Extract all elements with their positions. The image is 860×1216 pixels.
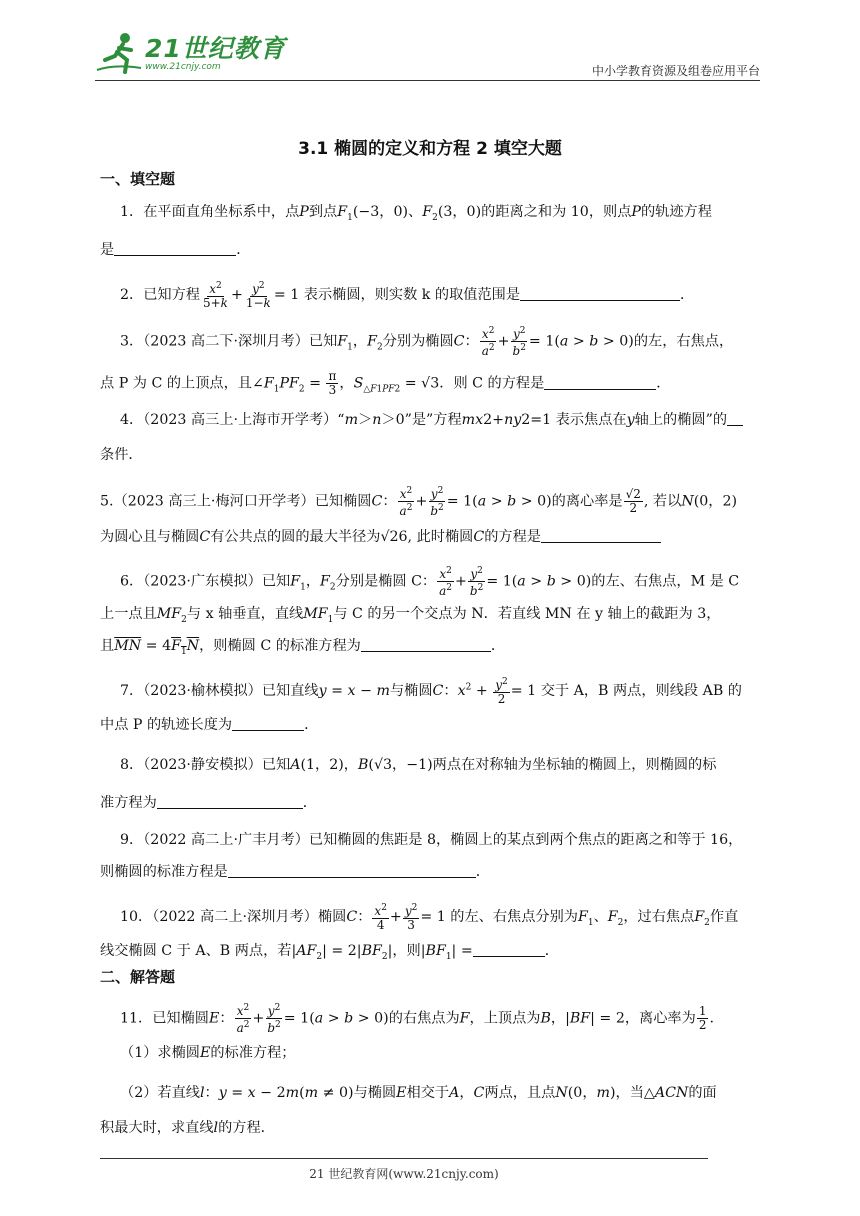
question-11-part1: （1）求椭圆E的标准方程； xyxy=(120,1045,296,1061)
answer-blank[interactable] xyxy=(544,375,656,390)
question-1: 1．在平面直角坐标系中，点P到点$F_1(-3$，0)、$F_2(3$，0)的距离之和为 10，则点P的轨迹方程 xyxy=(120,204,712,223)
header-divider xyxy=(95,80,760,81)
question-3: 3．（2023 高二下·深圳月考）已知$F_1$，$F_2$分别为椭圆C： $\frac{x^2}{a^2}$ + $\frac{y^2}{b^2}$ = 1(a > b > 0)的左，右焦点， xyxy=(120,326,734,358)
question-7: 7．（2023·榆林模拟）已知直线y = x − m与椭圆C：$x^2$ + $\frac{y^2}{2}$ = 1 交于 A，B 两点，则线段 AB 的 xyxy=(120,677,742,706)
section-answer: 二、解答题 xyxy=(100,968,176,986)
question-3-cont: 点 P 为 C 的上顶点，且$\angle F_1PF_2$ = $\frac{\pi}{3}$ ，$S_{\triangle F1PF2} = √3$．则 C 的方程是 ． xyxy=(100,369,671,397)
question-8-cont: 准方程为 ． xyxy=(100,795,317,811)
page-header xyxy=(95,30,760,82)
logo-text: 21世纪教育 xyxy=(145,34,286,63)
question-9: 9．（2022 高二上·广丰月考）已知椭圆的焦距是 8，椭圆上的某点到两个焦点的距离之和等于 16， xyxy=(120,832,743,848)
question-11-part2: （2）若直线l：y = x − 2m(m ≠ 0)与椭圆E相交于A，C两点，且点N(0，m)，当△ACN的面 xyxy=(120,1085,717,1101)
question-5: 5.（2023 高三上·梅河口开学考）已知椭圆C： $\frac{x^2}{a^2}$ + $\frac{y^2}{b^2}$ = 1(a > b > 0)的离心率是 $\frac{√2}{2}$ , 若以N(0，2) xyxy=(100,486,738,518)
question-10-cont: 线交椭圆 C 于 A、B 两点，若$|AF_2| = 2|BF_2|$，则$|BF_1|$ = ． xyxy=(100,943,559,962)
page-footer[interactable]: 21 世纪教育网(www.21cnjy.com) xyxy=(309,1167,499,1181)
question-11: 11．已知椭圆E： $\frac{x^2}{a^2}$ + $\frac{y^2}{b^2}$ = 1(a > b > 0)的右焦点为F，上顶点为B，|BF| = 2，离心率为 $\frac{1}{2}$ . xyxy=(120,1003,714,1035)
answer-blank[interactable] xyxy=(232,716,304,731)
question-4: 4．（2023 高三上·上海市开学考）“m＞n＞0”是”方程mx2+ny2=1 表示焦点在y轴上的椭圆”的 xyxy=(120,410,743,430)
site-logo[interactable] xyxy=(95,30,286,78)
question-6: 6．（2023·广东模拟）已知$F_1$，$F_2$分别是椭圆 C： $\frac{x^2}{a^2}$ + $\frac{y^2}{b^2}$ = 1(a > b > 0)的左、右焦点，M 是 C xyxy=(120,566,740,598)
question-1-cont: 是 ． xyxy=(100,242,251,258)
answer-blank[interactable] xyxy=(157,794,303,809)
answer-blank[interactable] xyxy=(361,637,491,652)
question-6-cont2: 且$\overline{MN} = 4F_1N$，则椭圆 C 的标准方程为 ． xyxy=(100,638,506,657)
question-11-part2-cont: 积最大时，求直线l的方程． xyxy=(100,1120,275,1136)
question-9-cont: 则椭圆的标准方程是 ． xyxy=(100,864,490,880)
answer-blank[interactable] xyxy=(228,863,476,878)
answer-blank[interactable] xyxy=(727,411,743,426)
question-4-cont: 条件． xyxy=(100,447,143,463)
question-5-cont: 为圆心且与椭圆C有公共点的圆的最大半径为√26, 此时椭圆C的方程是 xyxy=(100,527,661,547)
answer-blank[interactable] xyxy=(520,286,680,301)
answer-blank[interactable] xyxy=(114,241,236,256)
answer-blank[interactable] xyxy=(541,528,661,543)
page-title: 3.1 椭圆的定义和方程 2 填空大题 xyxy=(298,139,562,159)
answer-blank[interactable] xyxy=(473,942,545,957)
question-10: 10．（2022 高二上·深圳月考）椭圆C： $\frac{x^2}{4}$ + $\frac{y^2}{3}$ = 1 的左、右焦点分别为$F_1$、$F_2$，过右焦点$F_2$作直 xyxy=(120,903,739,932)
question-8: 8．（2023·静安模拟）已知A(1，2)，B(√3，−1)两点在对称轴为坐标轴的椭圆上，则椭圆的标 xyxy=(120,757,717,773)
section-fill-blank: 一、填空题 xyxy=(100,170,176,188)
question-2: 2．已知方程 $\frac{x^2}{5+k}$ + $\frac{y^2}{1-k}$ = 1 表示椭圆，则实数 k 的取值范围是 ． xyxy=(120,281,695,310)
footer-divider xyxy=(100,1158,708,1159)
logo-url: www.21cnjy.com xyxy=(145,62,221,72)
runner-logo-icon xyxy=(95,30,143,78)
question-7-cont: 中点 P 的轨迹长度为 ． xyxy=(100,717,319,733)
question-6-cont1: 上一点且$MF_2$与 x 轴垂直，直线$MF_1$与 C 的另一个交点为 N．若直线 MN 在 y 轴上的截距为 3， xyxy=(100,606,721,625)
platform-name: 中小学教育资源及组卷应用平台 xyxy=(591,64,760,78)
